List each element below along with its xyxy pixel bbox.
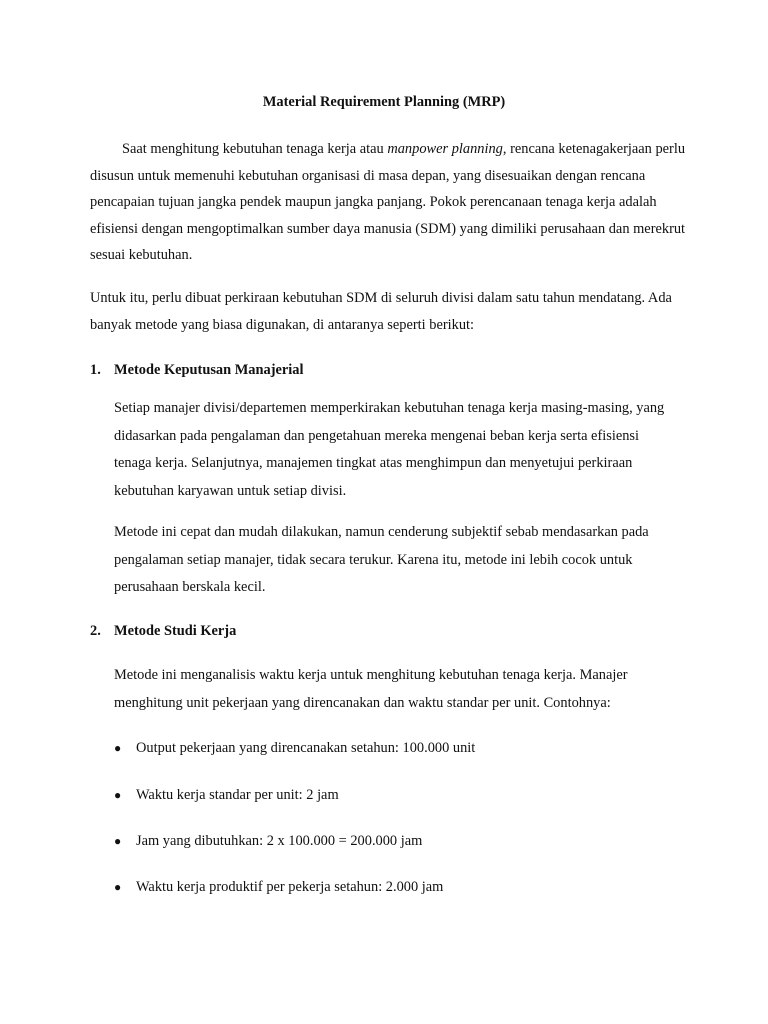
paragraph-2: Untuk itu, perlu dibuat perkiraan kebutuhan SDM di seluruh divisi dalam satu tahun mendatang. Ada banyak metode yang biasa digunakan, di antaranya seperti berikut: <box>90 290 672 333</box>
intro-italic-term: manpower planning <box>387 141 503 157</box>
bullet-icon: ● <box>114 834 122 848</box>
intro-text-rest: , rencana ketenagakerjaan perlu disusun untuk memenuhi kebutuhan organisasi di masa depan, yang disesuaikan dengan rencana pencapaian tujuan jangka pendek maupun jangka panjang. Pokok perencanaan tenaga kerja adalah efisiensi dengan mengoptimalkan sumber daya manusia (SDM) yang dimiliki perusahaan dan merekrut sesuai kebutuhan. <box>90 141 686 263</box>
section-1-heading <box>90 362 303 379</box>
bullet-icon: ● <box>114 788 122 802</box>
section-1-paragraph-1: Setiap manajer divisi/departemen memperkirakan kebutuhan tenaga kerja masing-masing, yang didasarkan pada pengalaman dan pengetahuan mereka mengenai beban kerja serta efisiensi tenaga kerja. Selanjutnya, manajemen tingkat atas menghimpun dan menyetujui perkiraan kebutuhan karyawan untuk setiap divisi. <box>114 400 665 499</box>
list-item-text: Waktu kerja produktif per pekerja setahun: 2.000 jam <box>136 879 444 895</box>
list-item <box>114 740 475 757</box>
intro-text-start: Saat menghitung kebutuhan tenaga kerja atau <box>122 141 388 157</box>
section-2-heading-text: Metode Studi Kerja <box>114 623 237 639</box>
list-item <box>114 833 422 850</box>
section-2-heading <box>90 623 236 640</box>
page-title: Material Requirement Planning (MRP) <box>262 94 506 110</box>
list-item-text: Output pekerjaan yang direncanakan setahun: 100.000 unit <box>136 740 476 756</box>
section-1-paragraph-2: Metode ini cepat dan mudah dilakukan, namun cenderung subjektif sebab mendasarkan pada pengalaman setiap manajer, tidak secara terukur. Karena itu, metode ini lebih cocok untuk perusahaan berskala kecil. <box>114 524 649 595</box>
list-item <box>114 787 339 804</box>
section-1-number: 1. <box>90 362 101 378</box>
bullet-icon: ● <box>114 741 122 755</box>
section-1-heading-text: Metode Keputusan Manajerial <box>114 362 304 378</box>
list-item-text: Waktu kerja standar per unit: 2 jam <box>136 787 339 803</box>
intro-paragraph <box>90 136 690 269</box>
list-item-text: Jam yang dibutuhkan: 2 x 100.000 = 200.000 jam <box>136 833 423 849</box>
list-item <box>114 879 443 896</box>
section-2-number: 2. <box>90 623 101 639</box>
section-2-paragraph-1: Metode ini menganalisis waktu kerja untuk menghitung kebutuhan tenaga kerja. Manajer menghitung unit pekerjaan yang direncanakan dan waktu standar per unit. Contohnya: <box>114 667 628 711</box>
bullet-icon: ● <box>114 880 122 894</box>
